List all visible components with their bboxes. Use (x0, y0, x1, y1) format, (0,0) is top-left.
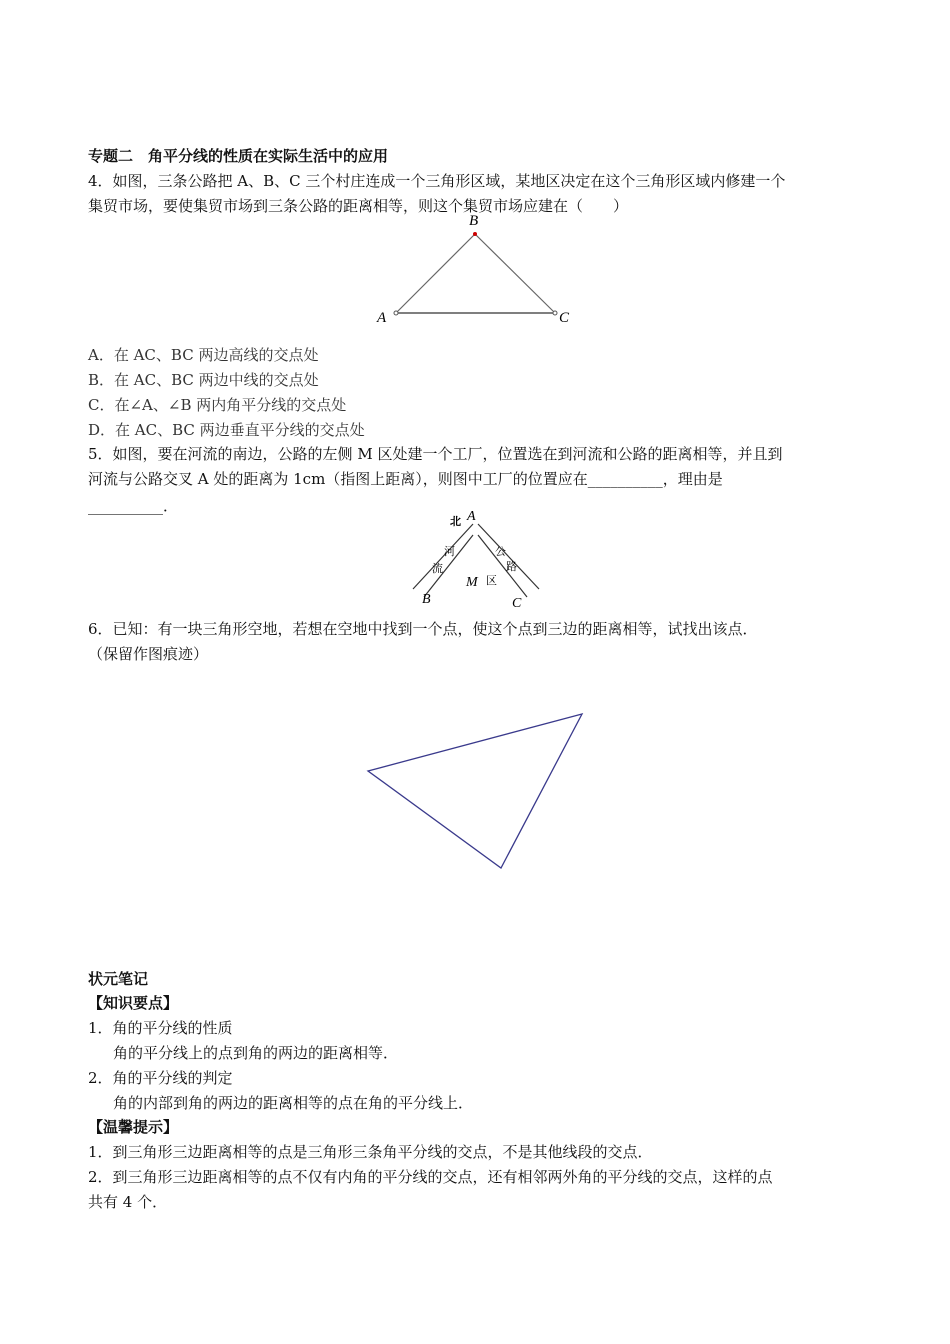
q5-zone-label: 区 (486, 575, 497, 587)
q5-label-c: C (512, 596, 522, 611)
q4-point-a (394, 311, 398, 315)
q6-text-line2: （保留作图痕迹） (88, 645, 209, 663)
q6-triangle-figure (360, 705, 590, 875)
q6-text-line1: 6．已知：有一块三角形空地，若想在空地中找到一个点，使这个点到三边的距离相等，试找出该点． (88, 620, 758, 638)
q4-point-c (553, 311, 557, 315)
q5-river-road-figure (400, 505, 550, 615)
q5-north-label: 北 (450, 516, 461, 528)
q4-side-bc (475, 234, 555, 313)
q5-river-char2: 流 (432, 563, 443, 575)
q4-option-c: C．在∠A、∠B 两内角平分线的交点处 (88, 396, 347, 414)
q4-label-a: A (377, 310, 387, 326)
q5-label-m: M (466, 575, 478, 590)
q5-label-a: A (467, 509, 476, 524)
q4-triangle-figure (370, 208, 580, 328)
tip-2-line1: 2．到三角形三边距离相等的点不仅有内角的平分线的交点，还有相邻两外角的平分线的交点，这样的点 (88, 1168, 773, 1186)
notes-title: 状元笔记 (88, 970, 149, 988)
q5-road-char1: 公 (495, 546, 506, 558)
tip-1: 1．到三角形三边距离相等的点是三角形三条角平分线的交点，不是其他线段的交点． (88, 1143, 653, 1161)
knowledge-item-2-body: 角的内部到角的两边的距离相等的点在角的平分线上． (113, 1094, 474, 1112)
q4-label-c: C (559, 310, 570, 326)
knowledge-item-2: 2．角的平分线的判定 (88, 1069, 233, 1087)
section-title: 专题二 角平分线的性质在实际生活中的应用 (88, 147, 389, 165)
q5-text-line1: 5．如图，要在河流的南边，公路的左侧 M 区处建一个工厂，位置选在到河流和公路的距离相等，并且到 (88, 445, 783, 463)
q4-point-b (473, 232, 477, 236)
q5-river-char1: 河 (444, 546, 455, 558)
tip-2-line2: 共有 4 个． (88, 1193, 168, 1211)
q4-option-a: A．在 AC、BC 两边高线的交点处 (88, 346, 319, 364)
knowledge-item-1-body: 角的平分线上的点到角的两边的距离相等． (113, 1044, 399, 1062)
q4-label-b: B (469, 213, 479, 229)
knowledge-header: 【知识要点】 (88, 994, 179, 1012)
q4-text-line2: 集贸市场，要使集贸市场到三条公路的距离相等，则这个集贸市场应建在（ ） (88, 197, 629, 215)
q5-label-b: B (422, 592, 431, 607)
q4-text-line1: 4．如图，三条公路把 A、B、C 三个村庄连成一个三角形区域，某地区决定在这个三角形区域内修建一个 (88, 172, 786, 190)
q5-text-line3: __________． (88, 497, 179, 515)
q5-road-char2: 路 (506, 561, 517, 573)
q4-option-b: B．在 AC、BC 两边中线的交点处 (88, 371, 319, 389)
tips-header: 【温馨提示】 (88, 1118, 179, 1136)
q4-option-d: D．在 AC、BC 两边垂直平分线的交点处 (88, 421, 365, 439)
knowledge-item-1: 1．角的平分线的性质 (88, 1019, 233, 1037)
q4-side-ab (396, 234, 475, 313)
q5-text-line2: 河流与公路交叉 A 处的距离为 1cm（指图上距离），则图中工厂的位置应在__________，理由是 (88, 470, 723, 488)
